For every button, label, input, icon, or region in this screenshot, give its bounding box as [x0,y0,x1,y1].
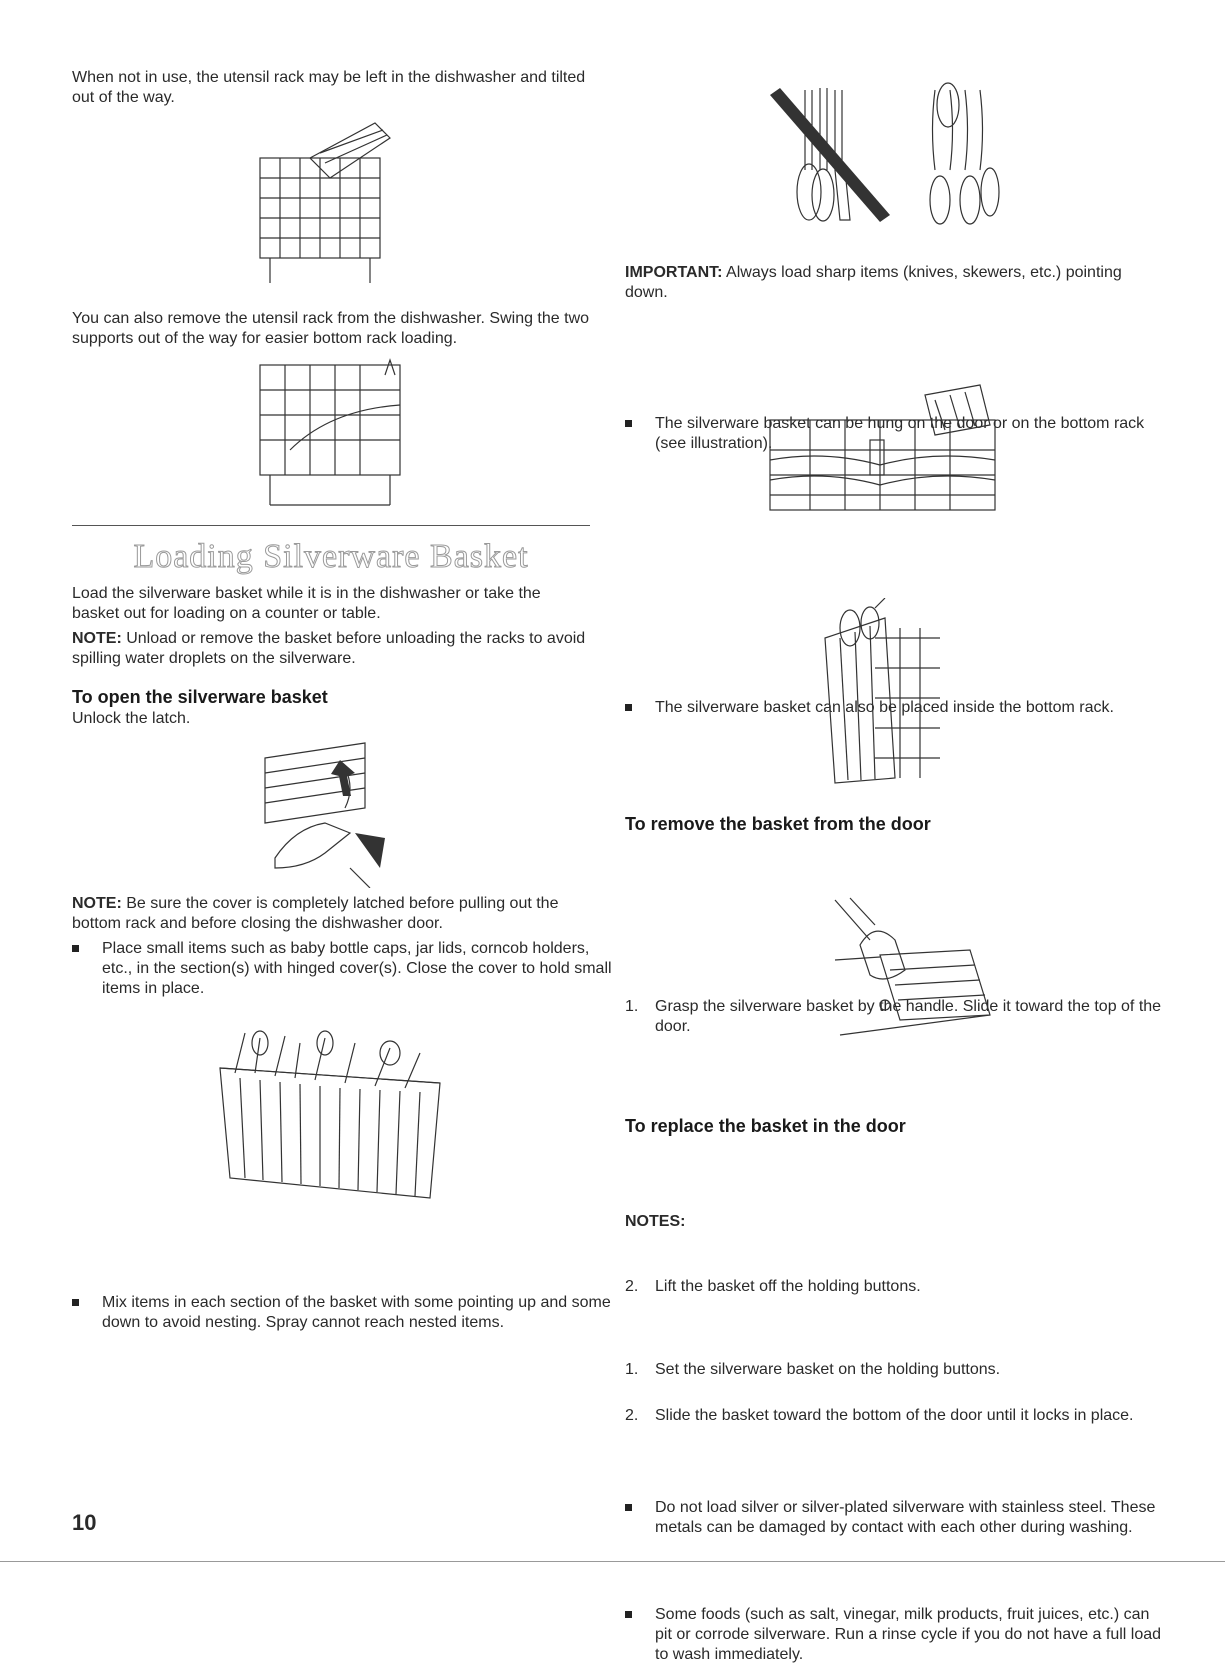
utensil-rack-removed-illustration [250,355,410,520]
step-number: 2. [625,1278,639,1295]
bullet-text: Do not load silver or silver-plated silverware with stainless steel. These metals can be damaged by contact with each other during washing. [655,1499,1156,1536]
list-item [72,939,614,999]
basket-on-rack-illustration [765,380,1005,525]
step-text: Lift the basket off the holding buttons. [655,1278,921,1295]
step-number: 1. [625,998,639,1015]
list-item [625,1277,1165,1297]
note-label: NOTE: [72,895,122,912]
list-item [72,1293,614,1333]
remove-utensil-rack-text: You can also remove the utensil rack from the dishwasher. Swing the two supports out of the way for easier bottom rack loading. [72,310,590,347]
replace-basket-heading: To replace the basket in the door [625,1116,906,1136]
silverware-basket-illustration [215,1028,455,1203]
bullet-text: The silverware basket can also be placed inside the bottom rack. [655,699,1114,716]
note-text: Unload or remove the basket before unloading the racks to avoid spilling water droplets on the silverware. [72,630,586,667]
utensil-rack-tilted-illustration [250,118,400,288]
note-label: NOTE: [72,630,122,647]
bullet-text: Mix items in each section of the basket with some pointing up and some down to avoid nesting. Spray cannot reach nested items. [102,1294,611,1331]
page-number: 10 [72,1510,97,1535]
step-number: 1. [625,1361,639,1378]
important-text: Always load sharp items (knives, skewers, etc.) pointing down. [625,264,1122,301]
list-item [625,1605,1165,1665]
note-cover-latched [72,894,592,934]
remove-basket-heading: To remove the basket from the door [625,814,931,834]
list-item [625,1360,1165,1380]
step-number: 2. [625,1407,639,1424]
latch-illustration [255,738,395,888]
important-sharp-items [625,263,1145,303]
utensils-orientation-illustration [765,80,1015,230]
bottom-border [0,1561,1225,1562]
remove-basket-door-illustration [830,895,995,1045]
list-item [625,1498,1165,1538]
section-title: Loading Silverware Basket [133,538,529,575]
load-basket-text: Load the silverware basket while it is in the dishwasher or take the basket out for loading on a counter or table. [72,585,541,622]
section-divider [72,525,590,526]
notes-label: NOTES: [625,1213,686,1230]
utensil-rack-intro-text: When not in use, the utensil rack may be left in the dishwasher and tilted out of the way. [72,69,586,106]
note-text: Be sure the cover is completely latched before pulling out the bottom rack and before closing the dishwasher door. [72,895,559,932]
step-text: Set the silverware basket on the holding buttons. [655,1361,1001,1378]
open-basket-text: Unlock the latch. [72,710,191,727]
bullet-text: The silverware basket can be hung on the door or on the bottom rack (see illustration). [655,415,1145,452]
basket-inside-rack-illustration [815,598,945,793]
bullet-text: Place small items such as baby bottle caps, jar lids, corncob holders, etc., in the section(s) with hinged cover(s). Close the cover to hold small items in place. [102,940,612,997]
open-basket-heading: To open the silverware basket [72,687,328,707]
step-text: Grasp the silverware basket by the handle. Slide it toward the top of the door. [655,998,1162,1035]
note-unload-basket [72,629,592,669]
important-label: IMPORTANT: [625,264,723,281]
step-text: Slide the basket toward the bottom of the door until it locks in place. [655,1407,1134,1424]
list-item [625,1406,1165,1426]
bullet-text: Some foods (such as salt, vinegar, milk products, fruit juices, etc.) can pit or corrode silverware. Run a rinse cycle if you do not have a full load to wash immediately. [655,1606,1162,1663]
